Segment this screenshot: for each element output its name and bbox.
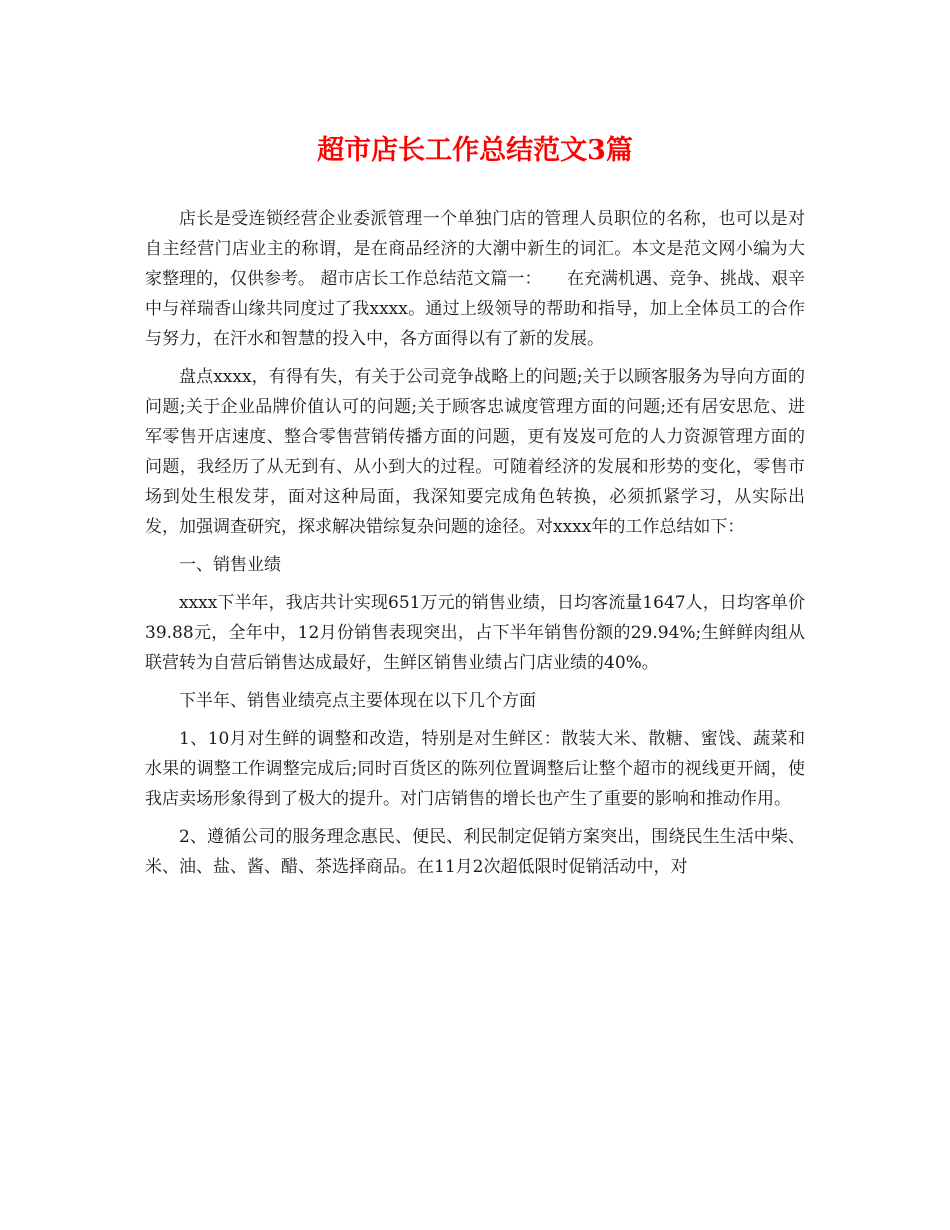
section-heading-highlights: 下半年、销售业绩亮点主要体现在以下几个方面 — [179, 691, 536, 711]
document-title: 超市店长工作总结范文3篇 — [317, 135, 633, 166]
paragraph-highlight-2: 2、遵循公司的服务理念惠民、便民、利民制定促销方案突出，围绕民生生活中柴、米、油、盐、酱、醋、茶选择商品。在11月2次超低限时促销活动中，对 — [145, 827, 805, 877]
section-heading-sales: 一、销售业绩 — [179, 555, 281, 575]
document-body — [145, 204, 805, 882]
paragraph-sales-figures: xxxx下半年，我店共计实现651万元的销售业绩，日均客流量1647人，日均客单价39.88元，全年中，12月份销售表现突出，占下半年销售份额的29.94%;生鲜鲜肉组从联营转为自营后销售达成最好，生鲜区销售业绩占门店业绩的40%。 — [145, 593, 805, 673]
paragraph-intro: 店长是受连锁经营企业委派管理一个单独门店的管理人员职位的名称，也可以是对自主经营门店业主的称谓，是在商品经济的大潮中新生的词汇。本文是范文网小编为大家整理的，仅供参考。 超市店长工作总结范文篇一： 在充满机遇、竞争、挑战、艰辛中与祥瑞香山缘共同度过了我xxxx。通过上级领导的帮助和指导，加上全体员工的合作与努力，在汗水和智慧的投入中，各方面得以有了新的发展。 — [145, 209, 805, 349]
paragraph-review: 盘点xxxx，有得有失，有关于公司竞争战略上的问题;关于以顾客服务为导向方面的问题;关于企业品牌价值认可的问题;关于顾客忠诚度管理方面的问题;还有居安思危、进军零售开店速度、整合零售营销传播方面的问题，更有岌岌可危的人力资源管理方面的问题，我经历了从无到有、从小到大的过程。可随着经济的发展和形势的变化，零售市场到处生根发芽，面对这种局面，我深知要完成角色转换，必须抓紧学习，从实际出发，加强调查研究，探求解决错综复杂问题的途径。对xxxx年的工作总结如下： — [145, 367, 805, 537]
paragraph-highlight-1: 1、10月对生鲜的调整和改造，特别是对生鲜区：散装大米、散糖、蜜饯、蔬菜和水果的调整工作调整完成后;同时百货区的陈列位置调整后让整个超市的视线更开阔，使我店卖场形象得到了极大的提升。对门店销售的增长也产生了重要的影响和推动作用。 — [145, 729, 805, 809]
